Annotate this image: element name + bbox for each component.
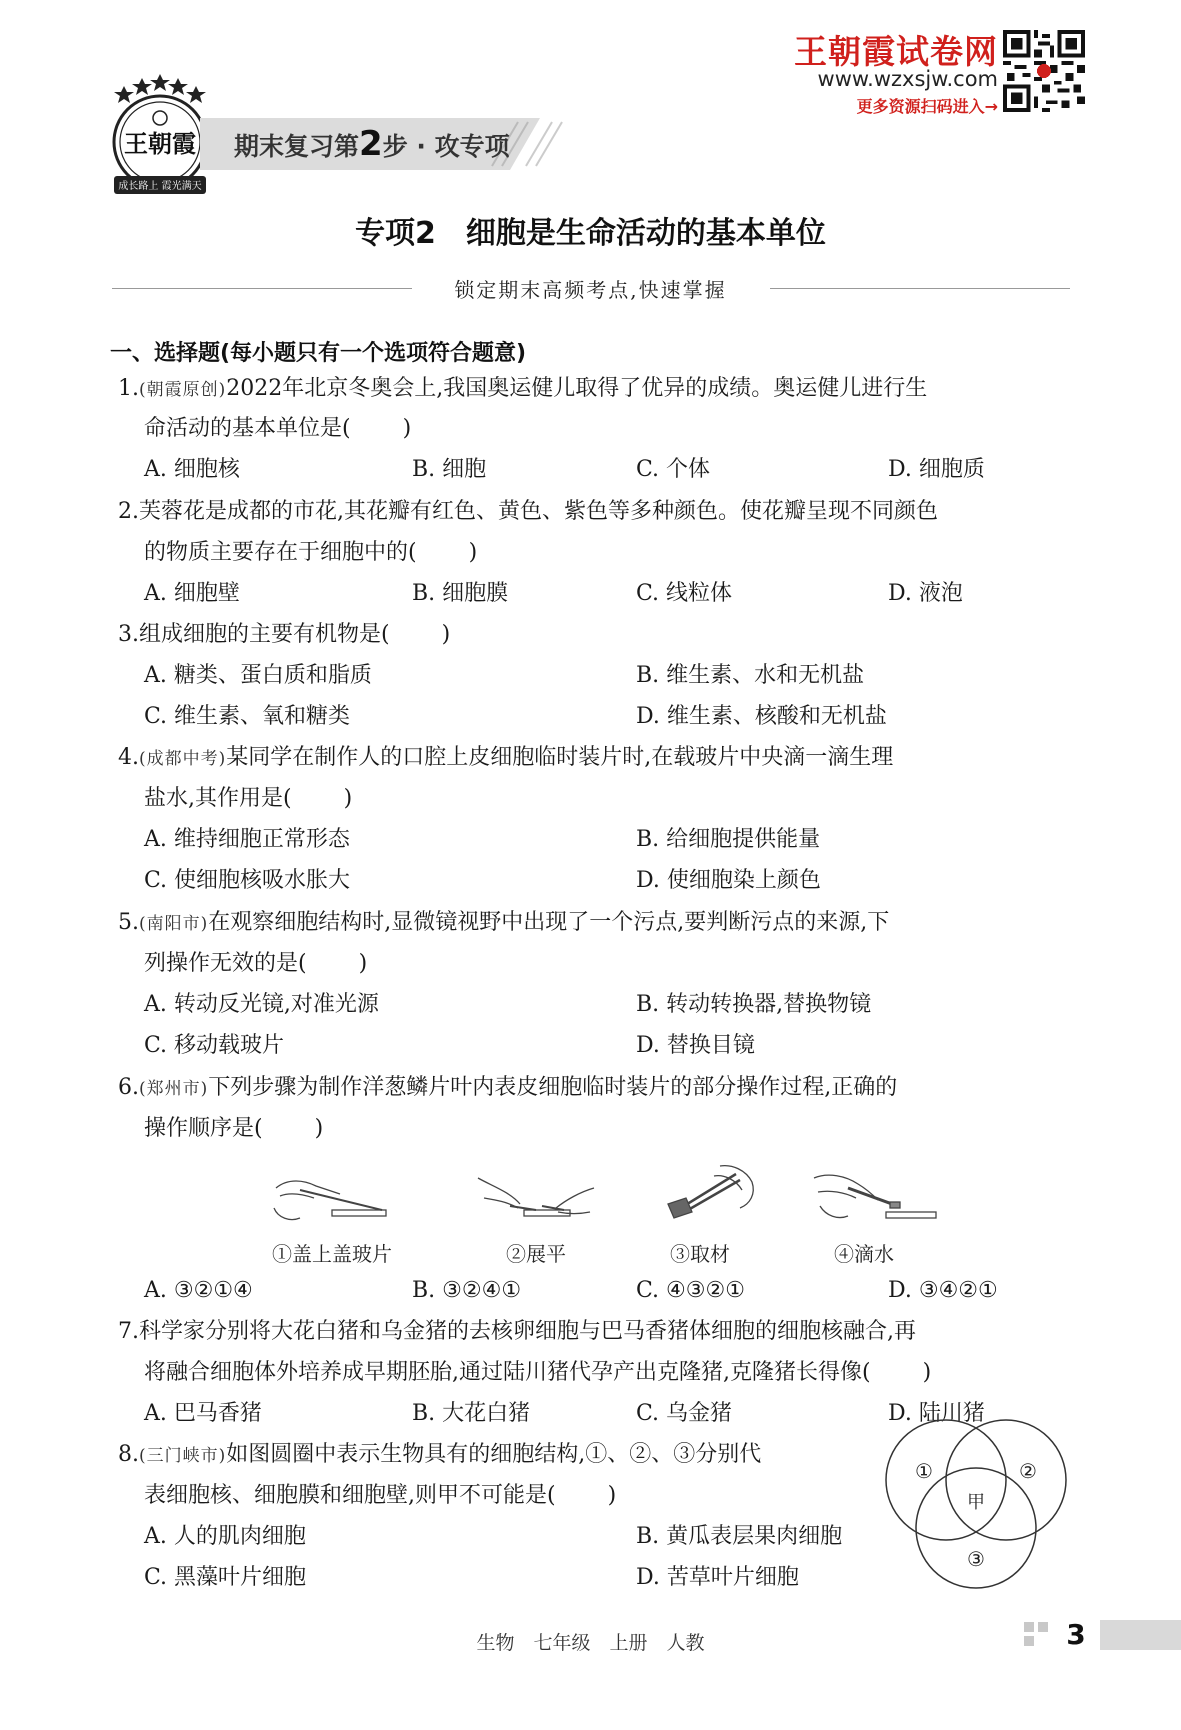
question-number: 3. [118, 622, 139, 647]
option-b[interactable]: B. 细胞膜 [412, 581, 509, 606]
brand-more-link[interactable]: 更多资源扫码进入→ [856, 97, 998, 116]
question-text: 科学家分别将大花白猪和乌金猪的去核卵细胞与巴马香猪体细胞的细胞核融合,再 [139, 1319, 916, 1344]
option-d[interactable]: D. 陆川猪 [888, 1401, 985, 1426]
question-number: 2. [118, 499, 139, 524]
page-subtitle: 锁定期末高频考点,快速掌握 [454, 278, 727, 302]
option-d[interactable]: D. 细胞质 [888, 457, 985, 482]
question-5-line1 [118, 908, 889, 939]
option-b[interactable]: B. ③②④① [412, 1278, 522, 1303]
venn-label-3: ③ [967, 1547, 985, 1571]
question-text: 将融合细胞体外培养成早期胚胎,通过陆川猪代孕产出克隆猪,克隆猪长得像( [144, 1360, 871, 1385]
page-tab-bar [1100, 1620, 1181, 1650]
question-text: 下列步骤为制作洋葱鳞片叶内表皮细胞临时装片的部分操作过程,正确的 [208, 1075, 898, 1100]
option-a[interactable]: A. 人的肌肉细胞 [144, 1524, 306, 1549]
question-bracket: ) [468, 540, 478, 565]
question-6-line2 [144, 1114, 323, 1144]
brand-url[interactable]: www.wzxsjw.com [817, 67, 998, 91]
figure-label-2: ②展平 [506, 1242, 566, 1266]
question-number: 1. [118, 376, 139, 401]
question-bracket: ) [343, 786, 353, 811]
option-d[interactable]: D. 维生素、核酸和无机盐 [636, 704, 887, 729]
question-text: 列操作无效的是( [144, 951, 307, 976]
option-d[interactable]: D. ③④②① [888, 1278, 998, 1303]
footer-subject: 生物 七年级 上册 人教 [476, 1632, 705, 1654]
option-d[interactable]: D. 替换目镜 [636, 1033, 755, 1058]
question-8-line2 [144, 1481, 616, 1511]
option-a[interactable]: A. 巴马香猪 [144, 1401, 262, 1426]
question-2-line2 [144, 538, 477, 568]
option-a[interactable]: A. 转动反光镜,对准光源 [144, 992, 379, 1017]
option-a[interactable]: A. ③②①④ [144, 1278, 253, 1303]
question-3-line1 [118, 620, 450, 650]
venn-label-jia: 甲 [967, 1492, 985, 1513]
option-a[interactable]: A. 维持细胞正常形态 [144, 827, 350, 852]
banner-number: 2 [359, 124, 383, 164]
page-title: 专项2 细胞是生命活动的基本单位 [355, 216, 826, 251]
option-b[interactable]: B. 细胞 [412, 457, 487, 482]
drip-water-illustration [808, 1166, 938, 1228]
question-text: 如图圆圈中表示生物具有的细胞结构,①、②、③分别代 [226, 1442, 762, 1467]
question-source: (南阳市) [139, 914, 209, 934]
figure-label-3: ③取材 [670, 1242, 730, 1266]
option-c[interactable]: C. 移动载玻片 [144, 1033, 285, 1058]
logo-ribbon: 成长路上 霞光满天 [118, 181, 202, 192]
logo-text: 王朝霞 [124, 129, 196, 158]
question-text: 2022年北京冬奥会上,我国奥运健儿取得了优异的成绩。奥运健儿进行生 [226, 376, 928, 401]
spread-flat-illustration [470, 1168, 600, 1226]
question-4-line2 [144, 784, 352, 814]
question-7-line2 [144, 1358, 931, 1388]
question-text: 的物质主要存在于细胞中的( [144, 540, 417, 565]
review-step-banner [234, 124, 510, 164]
option-a[interactable]: A. 糖类、蛋白质和脂质 [144, 663, 372, 688]
question-bracket: ) [607, 1483, 617, 1508]
option-c[interactable]: C. ④③②① [636, 1278, 745, 1303]
question-bracket: ) [402, 416, 412, 441]
option-c[interactable]: C. 乌金猪 [636, 1401, 733, 1426]
question-number: 6. [118, 1075, 139, 1100]
cover-slip-illustration [270, 1168, 390, 1226]
option-b[interactable]: B. 转动转换器,替换物镜 [636, 992, 872, 1017]
question-bracket: ) [358, 951, 368, 976]
venn-label-2: ② [1019, 1459, 1037, 1483]
question-number: 5. [118, 910, 139, 935]
option-c[interactable]: C. 线粒体 [636, 581, 733, 606]
question-text: 盐水,其作用是( [144, 786, 292, 811]
question-number: 4. [118, 745, 139, 770]
banner-prefix: 期末复习第 [234, 132, 360, 161]
question-4-line1 [118, 743, 893, 774]
question-7-line1 [118, 1317, 916, 1347]
question-1-line1 [118, 374, 927, 405]
option-a[interactable]: A. 细胞核 [144, 457, 240, 482]
option-b[interactable]: B. 黄瓜表层果肉细胞 [636, 1524, 843, 1549]
question-source: (成都中考) [139, 749, 227, 769]
question-2-line1 [118, 497, 938, 527]
question-source: (三门峡市) [139, 1446, 227, 1466]
option-d[interactable]: D. 苦草叶片细胞 [636, 1565, 799, 1590]
question-6-line1 [118, 1073, 897, 1104]
venn-diagram [880, 1416, 1070, 1594]
option-c[interactable]: C. 维生素、氧和糖类 [144, 704, 351, 729]
question-bracket: ) [922, 1360, 932, 1385]
question-5-line2 [144, 949, 367, 979]
question-1-line2 [144, 414, 411, 444]
question-source: (郑州市) [139, 1079, 209, 1099]
question-text: 命活动的基本单位是( [144, 416, 351, 441]
section-heading: 一、选择题(每小题只有一个选项符合题意) [110, 341, 527, 366]
figure-label-1: ①盖上盖玻片 [272, 1242, 392, 1266]
question-bracket: ) [441, 622, 451, 647]
option-b[interactable]: B. 给细胞提供能量 [636, 827, 821, 852]
take-material-illustration [660, 1160, 760, 1228]
question-text: 某同学在制作人的口腔上皮细胞临时装片时,在载玻片中央滴一滴生理 [226, 745, 894, 770]
option-c[interactable]: C. 使细胞核吸水胀大 [144, 868, 351, 893]
venn-label-1: ① [915, 1459, 933, 1483]
question-text: 表细胞核、细胞膜和细胞壁,则甲不可能是( [144, 1483, 556, 1508]
question-number: 7. [118, 1319, 139, 1344]
question-text: 组成细胞的主要有机物是( [139, 622, 390, 647]
option-b[interactable]: B. 维生素、水和无机盐 [636, 663, 865, 688]
question-text: 在观察细胞结构时,显微镜视野中出现了一个污点,要判断污点的来源,下 [208, 910, 890, 935]
question-number: 8. [118, 1442, 139, 1467]
option-d[interactable]: D. 液泡 [888, 581, 963, 606]
question-text: 操作顺序是( [144, 1116, 263, 1141]
option-c[interactable]: C. 个体 [636, 457, 711, 482]
brand-title: 王朝霞试卷网 [794, 32, 998, 71]
page-corner-marks [1022, 1620, 1052, 1650]
option-a[interactable]: A. 细胞壁 [144, 581, 240, 606]
question-bracket: ) [314, 1116, 324, 1141]
option-d[interactable]: D. 使细胞染上颜色 [636, 868, 821, 893]
question-text: 芙蓉花是成都的市花,其花瓣有红色、黄色、紫色等多种颜色。使花瓣呈现不同颜色 [139, 499, 938, 524]
question-8-line1 [118, 1440, 761, 1471]
question-source: (朝霞原创) [139, 380, 227, 400]
banner-suffix: 步 · 攻专项 [382, 132, 510, 161]
option-c[interactable]: C. 黑藻叶片细胞 [144, 1565, 307, 1590]
figure-label-4: ④滴水 [834, 1242, 894, 1266]
option-b[interactable]: B. 大花白猪 [412, 1401, 531, 1426]
qr-code-icon[interactable] [1003, 30, 1085, 112]
page-number: 3 [1066, 1618, 1086, 1651]
